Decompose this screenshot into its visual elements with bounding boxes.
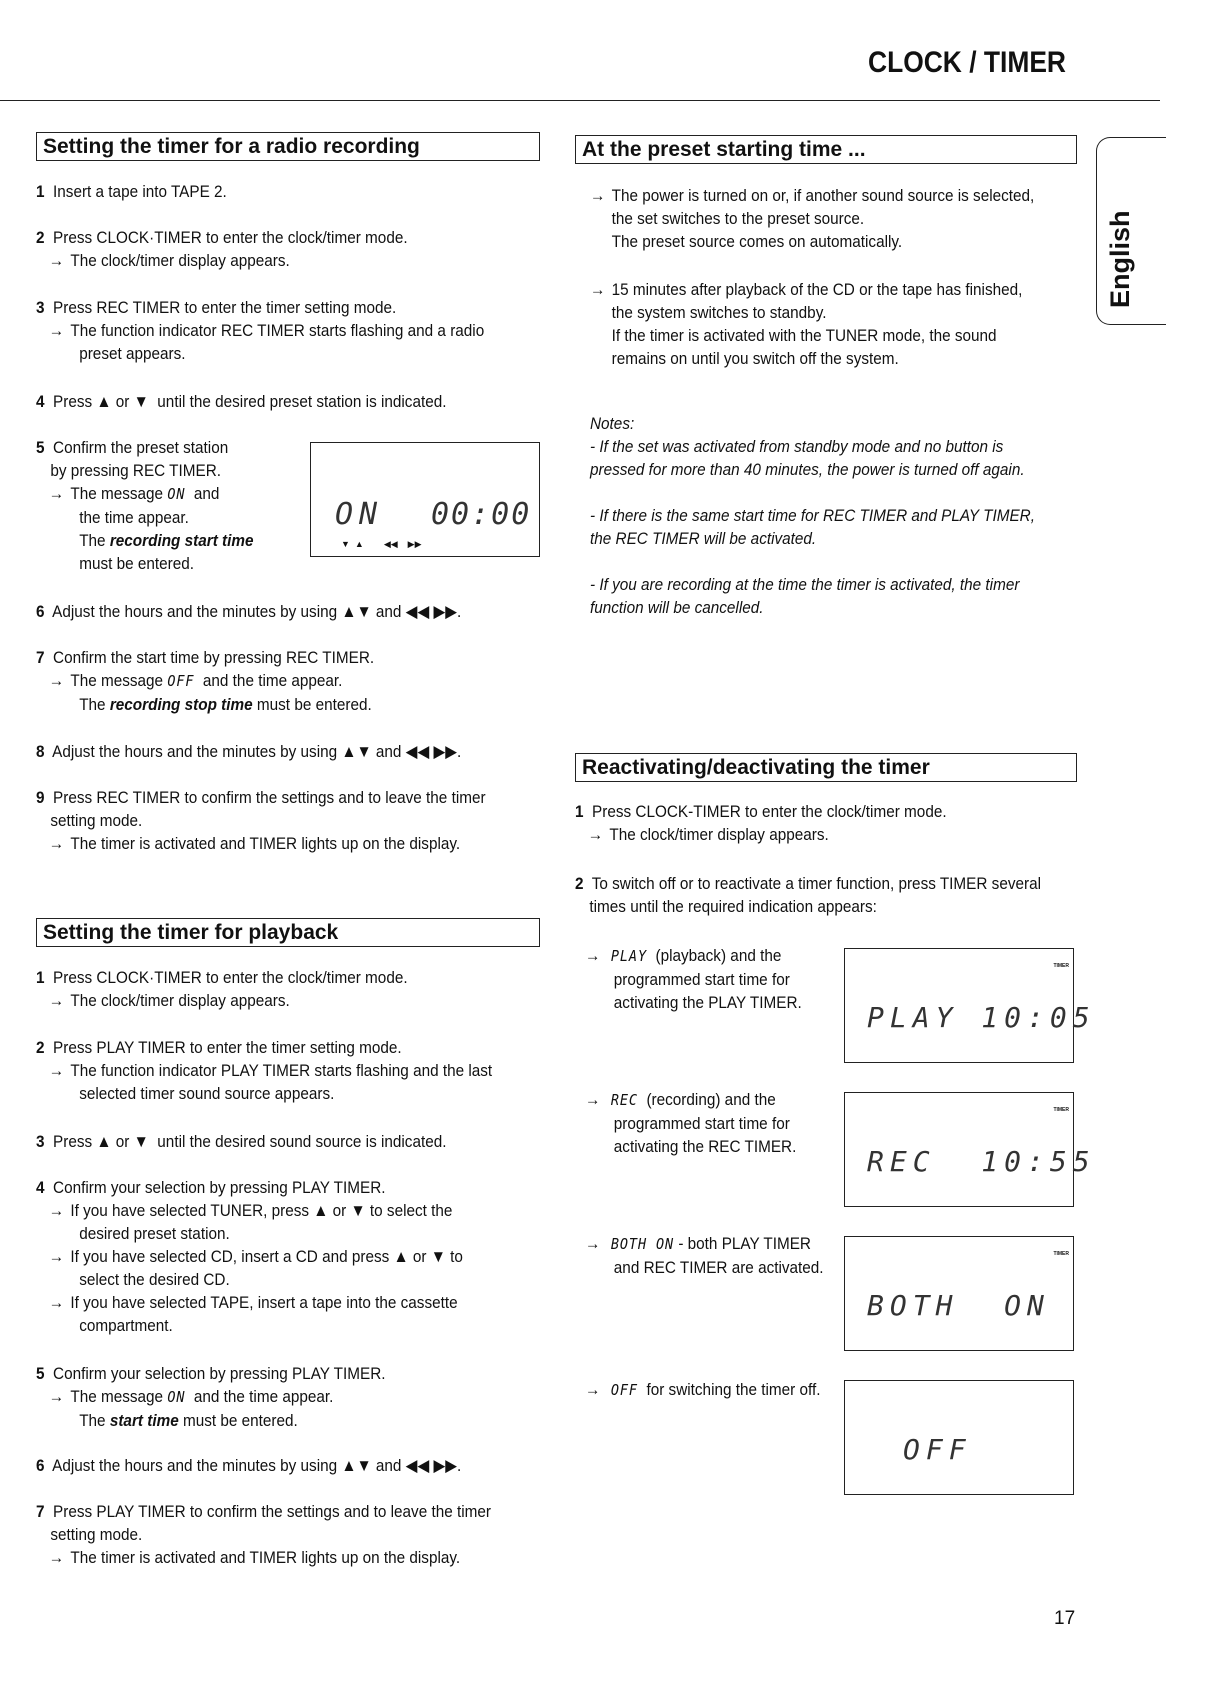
lcd-text: OFF	[903, 1433, 972, 1466]
radio-step-1: 1 Insert a tape into TAPE 2.	[36, 182, 227, 201]
page-number: 17	[1054, 1608, 1076, 1629]
playback-step-5: 5 Confirm your selection by pressing PLAY TIMER. → The message ON and the time appear. The start time must be entered.	[36, 1364, 386, 1430]
language-tab	[1096, 137, 1166, 325]
preset-result-1: → The power is turned on or, if another sound source is selected, the set switches to the preset source. The preset source comes on automatically.	[590, 186, 1035, 251]
arrow-icon: →	[585, 1380, 601, 1399]
playback-step-1: 1 Press CLOCK·TIMER to enter the clock/timer mode. → The clock/timer display appears.	[36, 968, 408, 1010]
timer-indicator: TIMER	[1053, 1251, 1069, 1257]
arrow-icon: →	[48, 671, 65, 690]
react-option-both: → BOTH ON - both PLAY TIMER and REC TIMER are activated.	[585, 1234, 824, 1277]
playback-step-7: 7 Press PLAY TIMER to confirm the settings and to leave the timer setting mode. → The timer is activated and TIMER lights up on the display.	[36, 1502, 491, 1567]
arrow-icon: →	[48, 1548, 65, 1567]
arrow-icon: →	[48, 321, 65, 340]
react-option-play: → PLAY (playback) and the programmed start time for activating the PLAY TIMER.	[585, 946, 802, 1012]
arrow-icon: →	[587, 825, 604, 844]
react-option-rec: → REC (recording) and the programmed start time for activating the REC TIMER.	[585, 1090, 797, 1156]
lcd-button-row: ▼ ▲ ◀◀ ▶▶	[341, 539, 422, 549]
react-step-2: 2 To switch off or to reactivate a timer function, press TIMER several times until the required indication appears:	[575, 874, 1042, 916]
radio-step-9: 9 Press REC TIMER to confirm the settings and to leave the timer setting mode. → The timer is activated and TIMER lights up on the display.	[36, 788, 486, 853]
notes-block: Notes: - If the set was activated from standby mode and no button is pressed for more than 40 minutes, the power is turned off again. - If there is the same start time for REC TIMER and PLAY TIMER, the REC TIMER will be activated. - If you are recording at the time the timer is activated, the timer function will be cancelled.	[590, 414, 1035, 617]
playback-step-6: 6 Adjust the hours and the minutes by using ▲▼ and ◀◀ ▶▶.	[36, 1456, 462, 1475]
react-step-1: 1 Press CLOCK-TIMER to enter the clock/timer mode. → The clock/timer display appears.	[575, 802, 947, 844]
radio-step-8: 8 Adjust the hours and the minutes by using ▲▼ and ◀◀ ▶▶.	[36, 742, 462, 761]
arrow-icon: →	[48, 251, 65, 270]
arrow-icon: →	[48, 1247, 65, 1266]
playback-section-heading: Setting the timer for playback	[36, 918, 540, 947]
preset-section-heading: At the preset starting time ...	[575, 135, 1077, 164]
lcd-text: BOTH ON	[867, 1289, 1050, 1322]
timer-indicator: TIMER	[1053, 963, 1069, 969]
react-section-heading: Reactivating/deactivating the timer	[575, 753, 1077, 782]
playback-step-4: 4 Confirm your selection by pressing PLAY TIMER. → If you have selected TUNER, press ▲ or ▼ to select the desired preset station. → If you have selected CD, insert a CD and press ▲ or ▼ to select the desired CD. → If you have selected TAPE, insert a tape into the cassette compartment.	[36, 1178, 463, 1335]
timer-indicator: TIMER	[1053, 1107, 1069, 1113]
arrow-icon: →	[48, 1293, 65, 1312]
radio-step-6: 6 Adjust the hours and the minutes by using ▲▼ and ◀◀ ▶▶.	[36, 602, 462, 621]
react-option-off: → OFF for switching the timer off.	[585, 1380, 821, 1399]
radio-lcd-display	[310, 442, 540, 557]
lcd-display-rec	[844, 1092, 1096, 1207]
lcd-text-on: ON	[335, 497, 384, 532]
arrow-icon: →	[585, 946, 601, 965]
radio-step-4: 4 Press ▲ or ▼ until the desired preset station is indicated.	[36, 392, 447, 411]
page-title: CLOCK / TIMER	[868, 46, 1066, 79]
arrow-icon: →	[585, 1090, 601, 1109]
arrow-icon: →	[590, 186, 606, 205]
lcd-display-both	[844, 1236, 1074, 1351]
arrow-icon: →	[48, 834, 65, 853]
radio-step-5: 5 Confirm the preset station by pressing REC TIMER. → The message ON and the time appear. The recording start time must be entered.	[36, 438, 254, 573]
lcd-display-play	[844, 948, 1096, 1063]
radio-step-3: 3 Press REC TIMER to enter the timer setting mode. → The function indicator REC TIMER starts flashing and a radio preset appears.	[36, 298, 485, 363]
arrow-icon: →	[48, 1201, 65, 1220]
radio-section-heading: Setting the timer for a radio recording	[36, 132, 540, 161]
radio-step-7: 7 Confirm the start time by pressing REC TIMER. → The message OFF and the time appear. The recording stop time must be entered.	[36, 648, 375, 714]
lcd-text-time: 00:00	[431, 497, 532, 532]
playback-step-2: 2 Press PLAY TIMER to enter the timer setting mode. → The function indicator PLAY TIMER starts flashing and the last selected timer sound source appears.	[36, 1038, 493, 1103]
arrow-icon: →	[590, 280, 606, 299]
arrow-icon: →	[48, 484, 65, 503]
lcd-text: PLAY 10:05	[867, 1001, 1096, 1034]
arrow-icon: →	[48, 991, 65, 1010]
radio-step-2: 2 Press CLOCK·TIMER to enter the clock/timer mode. → The clock/timer display appears.	[36, 228, 408, 270]
arrow-icon: →	[48, 1061, 65, 1080]
arrow-icon: →	[585, 1234, 601, 1253]
lcd-display-off	[844, 1380, 1074, 1495]
preset-result-2: → 15 minutes after playback of the CD or the tape has finished, the system switches to standby. If the timer is activated with the TUNER mode, the sound remains on until you switch off the system.	[590, 280, 1023, 368]
header-rule	[0, 100, 1160, 101]
lcd-text: REC 10:55	[867, 1145, 1096, 1178]
arrow-icon: →	[48, 1387, 65, 1406]
language-label: English	[1105, 210, 1135, 308]
playback-step-3: 3 Press ▲ or ▼ until the desired sound source is indicated.	[36, 1132, 447, 1151]
